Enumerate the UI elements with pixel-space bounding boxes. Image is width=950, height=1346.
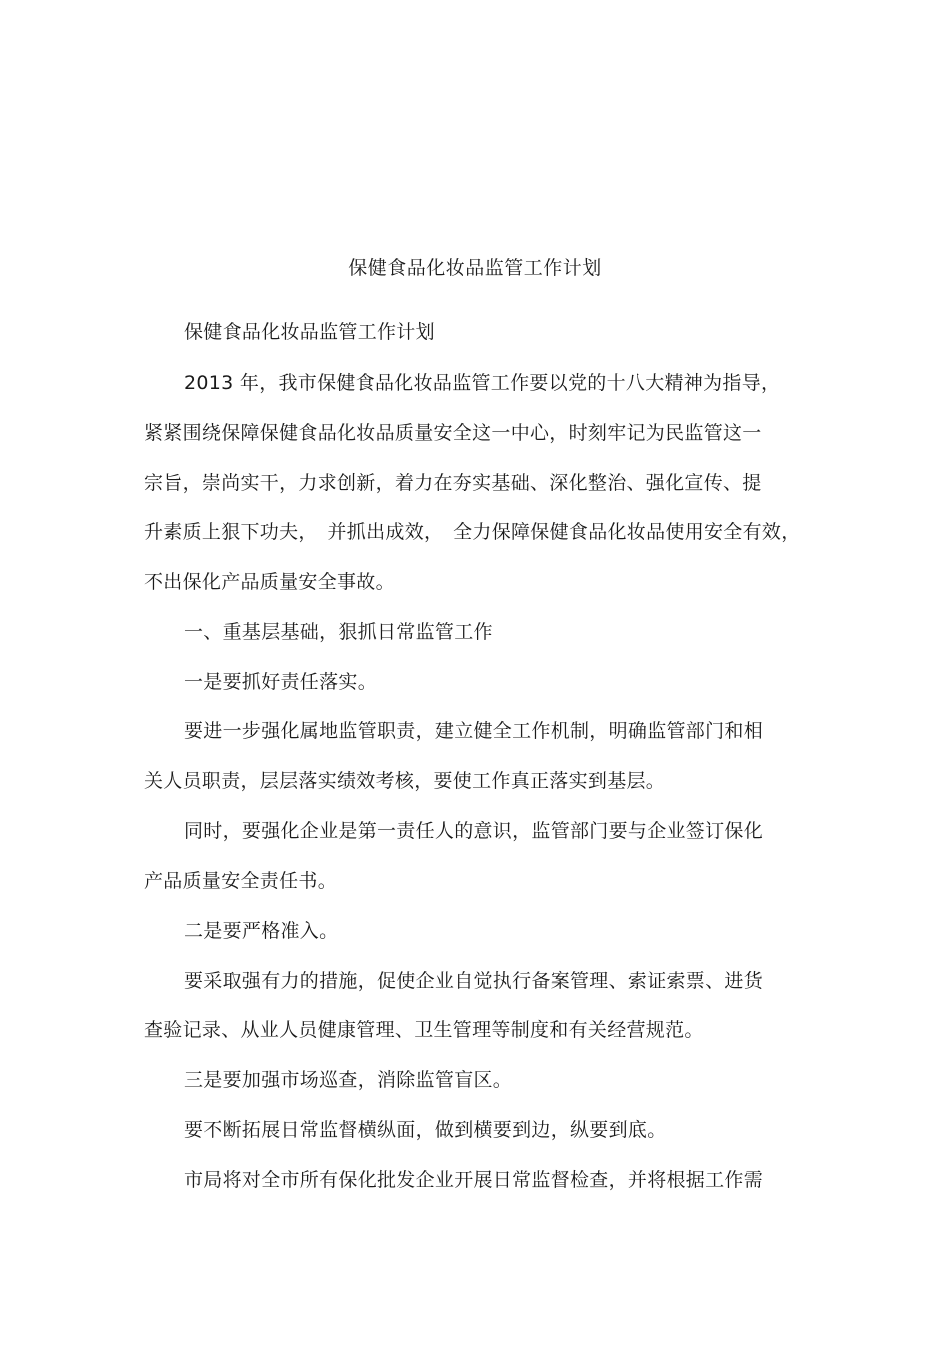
text-line: 二是要严格准入。	[184, 920, 339, 942]
text-line: 要采取强有力的措施，促使企业自觉执行备案管理、索证索票、进货	[184, 970, 764, 992]
text-line: 一是要抓好责任落实。	[184, 671, 378, 693]
text-line: 市局将对全市所有保化批发企业开展日常监督检查，并将根据工作需	[184, 1169, 764, 1191]
text-line: 保健食品化妆品监管工作计划	[184, 321, 435, 343]
text-line: 查验记录、从业人员健康管理、卫生管理等制度和有关经营规范。	[144, 1019, 704, 1041]
text-line: 紧紧围绕保障保健食品化妆品质量安全这一中心，时刻牢记为民监管这一	[144, 422, 762, 444]
text-line: 要不断拓展日常监督横纵面，做到横要到边，纵要到底。	[184, 1119, 667, 1141]
text-line: 关人员职责，层层落实绩效考核，要使工作真正落实到基层。	[144, 770, 666, 792]
text-line: 2013 年，我市保健食品化妆品监管工作要以党的十八大精神为指导，	[184, 372, 781, 394]
text-line: 不出保化产品质量安全事故。	[144, 571, 395, 593]
text-line: 要进一步强化属地监管职责，建立健全工作机制，明确监管部门和相	[184, 720, 764, 742]
document-title: 保健食品化妆品监管工作计划	[348, 257, 602, 279]
text-line: 宗旨，崇尚实干，力求创新，着力在夯实基础、深化整治、强化宣传、提	[144, 472, 762, 494]
text-line: 升素质上狠下功夫， 并抓出成效， 全力保障保健食品化妆品使用安全有效，	[144, 521, 801, 543]
text-line: 同时，要强化企业是第一责任人的意识，监管部门要与企业签订保化	[184, 820, 764, 842]
text-line: 三是要加强市场巡查，消除监管盲区。	[184, 1069, 513, 1091]
text-line: 产品质量安全责任书。	[144, 870, 338, 892]
section-heading: 一、重基层基础，狠抓日常监管工作	[184, 621, 493, 643]
